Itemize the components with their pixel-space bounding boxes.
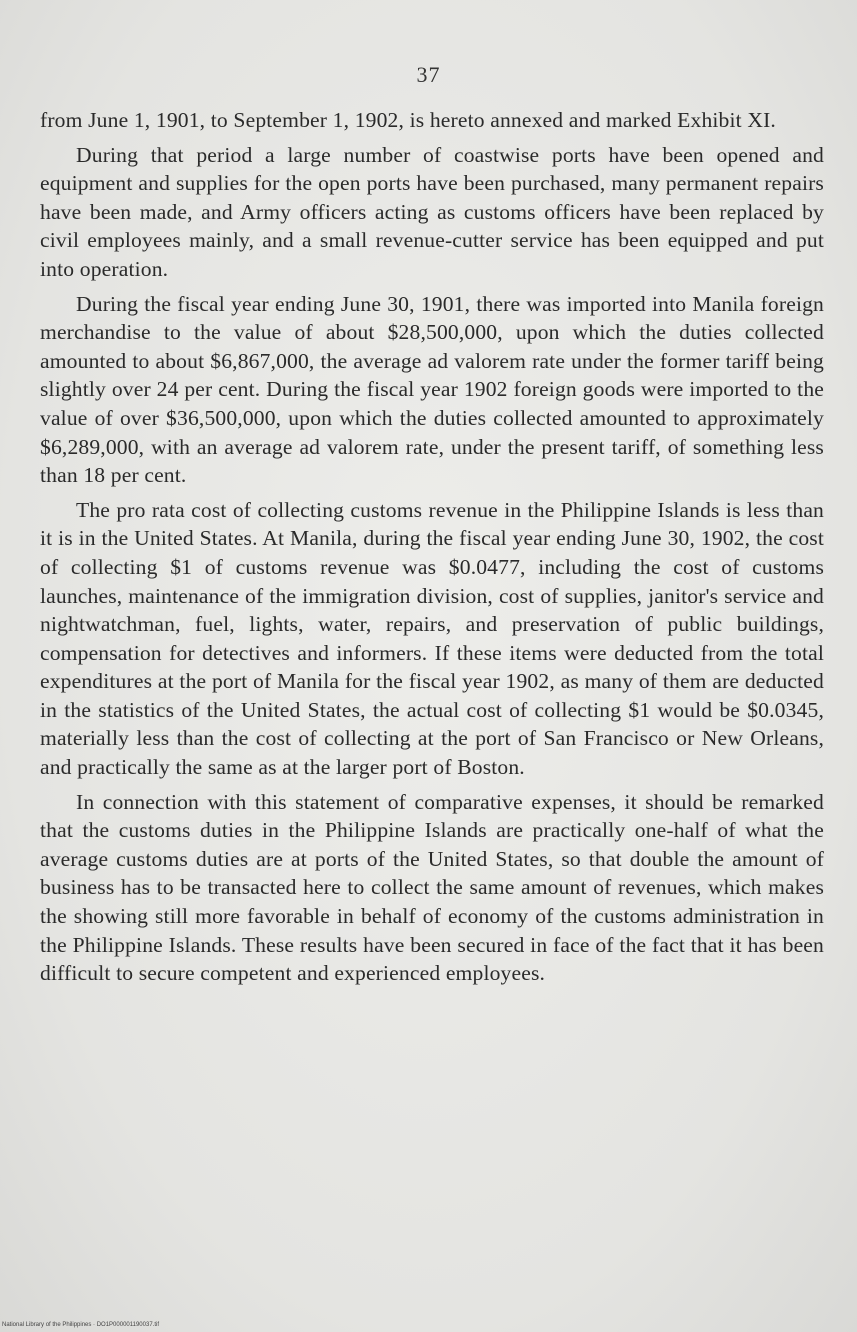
paragraph-comparative-expenses: In connection with this statement of comparative expenses, it should be remarked that the customs duties in the Philippine Islands are practically one-half of what the average customs duties are at ports of the United States, so that double the amount of business has to be transacted here to collect the same amount of revenues, which makes the showing still more favorable in behalf of economy of the customs administration in the Philippine Islands. These results have been secured in face of the fact that it has been difficult to secure competent and experienced employees.	[40, 789, 824, 986]
scan-footer: National Library of the Philippines · DO1P000001190037.tif	[2, 1322, 159, 1328]
paragraph-collection-cost: The pro rata cost of collecting customs revenue in the Philippine Islands is less than it is in the United States. At Manila, during the fiscal year ending June 30, 1902, the cost of collecting $1 of customs revenue was $0.0477, including the cost of customs launches, maintenance of the immigration division, cost of supplies, janitor's service and nightwatchman, fuel, lights, water, repairs, and preservation of public buildings, compensation for detectives and informers. If these items were deducted from the total expenditures at the port of Manila for the fiscal year 1902, as many of them are deducted in the statistics of the United States, the actual cost of collecting $1 would be $0.0345, materially less than the cost of collecting at the port of San Francisco or New Orleans, and practically the same as at the larger port of Boston.	[40, 497, 824, 780]
body-text	[40, 106, 824, 994]
paragraph-fiscal-imports: During the fiscal year ending June 30, 1901, there was imported into Manila foreign merchandise to the value of about $28,500,000, upon which the duties collected amounted to about $6,867,000, the average ad valorem rate under the former tariff being slightly over 24 per cent. During the fiscal year 1902 foreign goods were imported to the value of over $36,500,000, upon which the duties collected amounted to approximately $6,289,000, with an average ad valorem rate, under the present tariff, of something less than 18 per cent.	[40, 291, 824, 488]
page-number: 37	[416, 62, 441, 87]
paragraph-continuation: from June 1, 1901, to September 1, 1902, is hereto annexed and marked Exhibit XI.	[40, 108, 776, 132]
paragraph-coastwise-ports: During that period a large number of coastwise ports have been opened and equipment and supplies for the open ports have been purchased, many permanent repairs have been made, and Army officers acting as customs officers have been replaced by civil employees mainly, and a small revenue-cutter service has been equipped and put into operation.	[40, 142, 824, 281]
